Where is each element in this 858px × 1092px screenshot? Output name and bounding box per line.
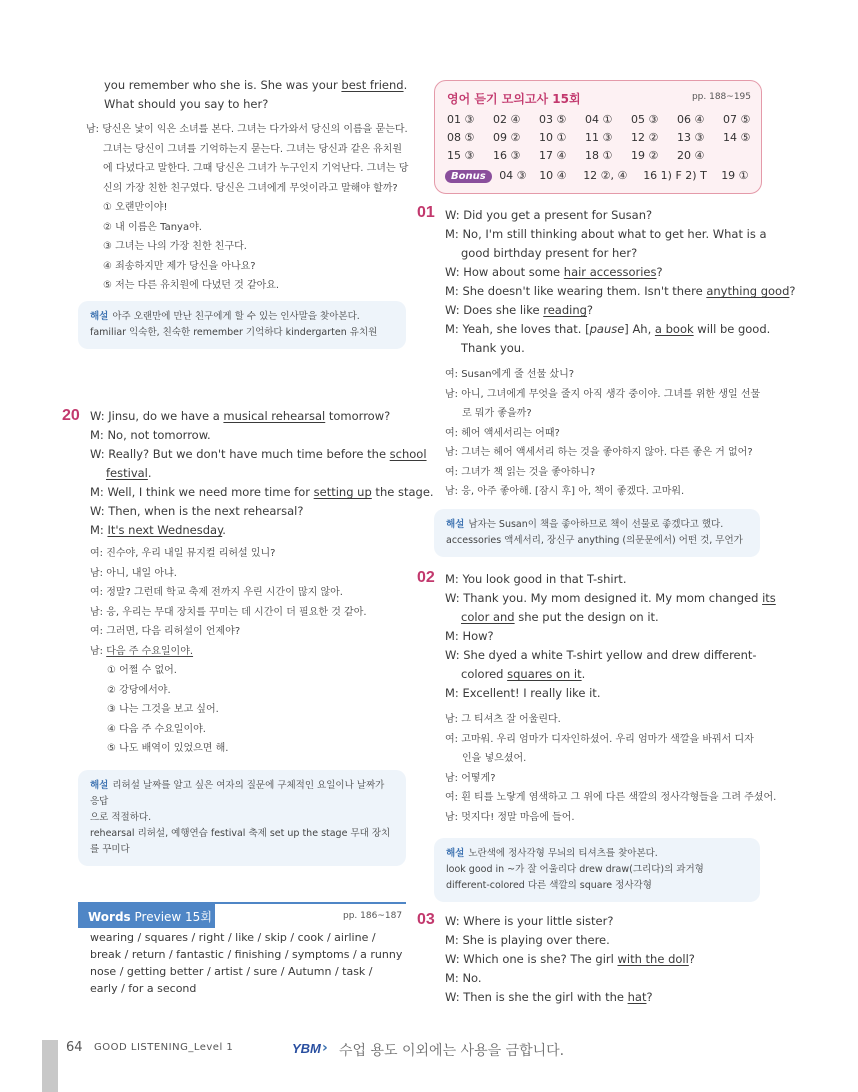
answer-row: 01 ③ 02 ④ 03 ⑤ 04 ① 05 ③ 06 ④ 07 ⑤: [447, 113, 751, 126]
english-line: M: Well, I think we need more time for setting up the stage.: [90, 485, 434, 499]
explanation-note: 해설 아주 오랜만에 만난 친구에게 할 수 있는 인사말을 찾아본다. familiar 익숙한, 친숙한 remember 기억하다 kindergarten 유치원: [78, 301, 406, 349]
english-line: you remember who she is. She was your best friend.: [104, 78, 408, 92]
option: ⑤ 나도 배역이 있었으면 해.: [107, 743, 229, 754]
question-number: 02: [417, 569, 435, 586]
english-line: What should you say to her?: [104, 97, 269, 111]
bonus-row: Bonus 04 ③ 10 ④ 12 ②, ④ 16 1) F 2) T 19 ①: [445, 169, 751, 183]
english-line: W: Really? But we don't have much time before the school: [90, 447, 427, 461]
english-line: M: It's next Wednesday.: [90, 523, 226, 537]
answer-key-box: [434, 80, 762, 194]
footer-bar: [42, 1040, 58, 1092]
option: ③ 나는 그것을 보고 싶어.: [107, 704, 219, 715]
korean-line: 여: 그러면, 다음 리허설이 언제야?: [90, 626, 241, 637]
korean-line: 여: 진수야, 우리 내일 뮤지컬 리허설 있니?: [90, 548, 276, 559]
series-title: GOOD LISTENING_Level 1: [94, 1042, 234, 1053]
option: ④ 죄송하지만 제가 당신을 아나요?: [103, 260, 256, 272]
option: ⑤ 저는 다른 유치원에 다녔던 것 같아요.: [103, 280, 280, 291]
korean-line: 신의 가장 친한 친구였다. 당신은 그녀에게 무엇이라고 말해야 할까?: [103, 182, 398, 194]
q02-block: M: You look good in that T-shirt. W: Thank you. My mom designed it. My mom changed its color and she put the design on it. M: How? W: She dyed a white T-shirt yellow and drew different- colored squares on it. M: Excellent! I really like it. 남: 그 티셔츠 잘 어울린다. 여: 고마워. 우리 엄마가 디자인하셨어. 우리 엄마가 색깔을 바꿔서 디자 인을 넣으셨어. 남: 어떻게? 여: 흰 티를 노랗게 염색하고 그 위에 다른 색깔의 정사각형들을 그려 주셨어. 남: 멋지다! 정말 마음에 들어.: [445, 572, 777, 823]
answer-key-title: 영어 듣기 모의고사 15회: [447, 92, 581, 106]
q01-block: W: Did you get a present for Susan? M: No, I'm still thinking about what to get her. What is a good birthday present for her? W: How about some hair accessories? M: She doesn't like wearing them. Isn't there anything good? W: Does she like reading? M: Yeah, she loves that. [pause] Ah, a book will be good. Thank you. 여: Susan에게 줄 선물 샀니? 남: 아니, 그녀에게 무엇을 줄지 아직 생각 중이야. 그녀를 위한 생일 선물 로 뭐가 좋을까? 여: 헤어 액세서리는 어때? 남: 그녀는 헤어 액세서리 하는 것을 좋아하지 않아. 다른 좋은 거 없어? 여: 그녀가 책 읽는 것을 좋아하니? 남: 응, 아주 좋아해. [잠시 후] 아, 책이 좋겠다. 고마워.: [445, 208, 796, 497]
question-number: 20: [62, 407, 80, 424]
answer-row: 15 ③ 16 ③ 17 ④ 18 ① 19 ② 20 ④: [447, 149, 705, 162]
english-line: M: No, not tomorrow.: [90, 428, 211, 442]
words-preview-header: Words Preview 15회: [78, 904, 215, 928]
explanation-note: 해설 노란색에 정사각형 무늬의 티셔츠를 찾아본다. look good in ~가 잘 어울리다 drew draw(그리다)의 과거형 different-colored 다른 색깔의 square 정사각형: [434, 838, 760, 902]
chevron-right-icon: ›: [322, 1040, 328, 1056]
explanation-note: 해설 리허설 날짜를 알고 싶은 여자의 질문에 구체적인 요일이나 날짜가 응답 으로 적절하다. rehearsal 리허설, 예행연습 festival 축제 set up the stage 무대 장치 를 꾸미다: [78, 770, 406, 866]
option: ② 강당에서야.: [107, 684, 171, 696]
english-line: W: Jinsu, do we have a musical rehearsal tomorrow?: [90, 409, 391, 423]
english-line: festival.: [106, 466, 152, 480]
option: ④ 다음 주 수요일이야.: [107, 723, 206, 735]
option: ③ 그녀는 나의 가장 친한 친구다.: [103, 241, 247, 252]
option: ② 내 이름은 Tanya야.: [103, 221, 202, 233]
explanation-note: 해설 남자는 Susan이 책을 좋아하므로 책이 선물로 좋겠다고 했다. accessories 액세서리, 장신구 anything (의문문에서) 어떤 것, 무언가: [434, 509, 760, 557]
q03-block: W: Where is your little sister? M: She is playing over there. W: Which one is she? The girl with the doll? M: No. W: Then is she the girl with the hat?: [445, 914, 695, 1004]
bonus-badge: Bonus: [445, 170, 492, 183]
left-top-block: [86, 76, 408, 296]
answer-row: 08 ⑤ 09 ② 10 ① 11 ③ 12 ② 13 ③ 14 ⑤: [447, 131, 751, 144]
korean-line: 남: 다음 주 수요일이야.: [90, 645, 194, 657]
korean-line: 남: 응, 우리는 무대 장치를 꾸미는 데 시간이 더 필요한 것 같아.: [90, 606, 367, 618]
page-reference: pp. 188~195: [691, 92, 751, 102]
words-preview-list: wearing / squares / right / like / skip / cook / airline / break / return / fantastic / finishing / symptoms / a runny nose / getting better / artist / sure / Autumn / task / early / for a second: [90, 931, 403, 995]
option: ① 오랜만이야!: [103, 202, 168, 213]
korean-line: 남: 아니, 내일 아냐.: [90, 567, 177, 579]
page-number: 64: [66, 1040, 83, 1055]
question-number: 03: [417, 911, 435, 928]
english-line: W: Then, when is the next rehearsal?: [90, 504, 304, 518]
korean-line: 여: 정말? 그런데 학교 축제 전까지 우린 시간이 많지 않아.: [90, 587, 343, 598]
option: ① 어쩔 수 없어.: [107, 665, 177, 676]
korean-line: 그녀는 당신이 그녀를 기억하는지 묻는다. 그녀는 당신과 같은 유치원: [103, 143, 403, 155]
ybm-logo: YBM: [292, 1041, 321, 1056]
usage-notice: 수업 용도 이외에는 사용을 금합니다.: [339, 1043, 565, 1059]
korean-line: 에 다녔다고 말한다. 그때 당신은 그녀가 누구인지 기억난다. 그녀는 당: [103, 163, 409, 174]
question-number: 01: [417, 204, 435, 221]
korean-line: 남: 당신은 낯이 익은 소녀를 본다. 그녀는 다가와서 당신의 이름을 묻는다.: [86, 124, 408, 135]
page-reference: pp. 186~187: [343, 911, 403, 921]
